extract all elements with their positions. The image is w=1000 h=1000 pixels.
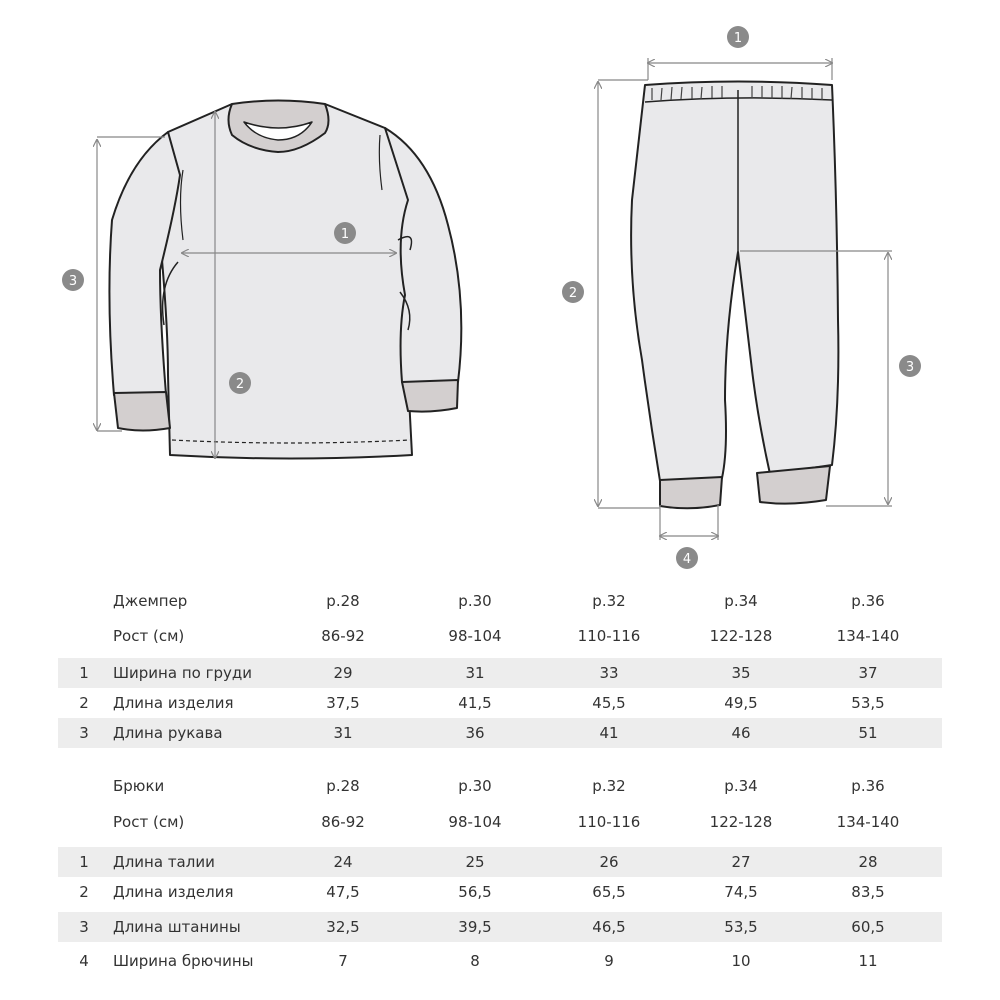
value-cell: 25 (465, 853, 485, 871)
value-cell: 83,5 (851, 883, 885, 901)
jumper-badge-sleeve-label: 3 (68, 274, 78, 289)
size-cell: р.36 (851, 777, 885, 795)
value-cell: 46 (731, 724, 751, 742)
size-cell: р.32 (592, 777, 626, 795)
height-cell: 110-116 (577, 627, 641, 645)
value-cell: 39,5 (458, 918, 492, 936)
pants-badge-leg-width (676, 547, 698, 569)
height-cell: 134-140 (836, 813, 900, 831)
pants-badge-leg-width-label: 4 (682, 552, 692, 567)
row-number: 2 (79, 883, 89, 901)
value-cell: 74,5 (724, 883, 758, 901)
value-cell: 45,5 (592, 694, 626, 712)
table-row (58, 912, 942, 942)
table-row (58, 658, 942, 688)
pants-badge-length (562, 281, 584, 303)
value-cell: 7 (338, 952, 348, 970)
value-cell: 36 (465, 724, 485, 742)
value-cell: 26 (599, 853, 619, 871)
value-cell: 31 (333, 724, 353, 742)
value-cell: 46,5 (592, 918, 626, 936)
row-number: 1 (79, 853, 89, 871)
row-label: Ширина по груди (113, 664, 252, 682)
size-cell: р.34 (724, 592, 758, 610)
height-cell: 110-116 (577, 813, 641, 831)
size-cell: р.28 (326, 777, 360, 795)
value-cell: 27 (731, 853, 751, 871)
jumper-table-title: Джемпер (113, 592, 188, 610)
value-cell: 51 (858, 724, 878, 742)
row-number: 3 (79, 724, 89, 742)
value-cell: 8 (470, 952, 480, 970)
pants-drawing (631, 82, 838, 509)
height-cell: 86-92 (321, 627, 365, 645)
value-cell: 29 (333, 664, 353, 682)
size-cell: р.34 (724, 777, 758, 795)
row-label: Длина штанины (113, 918, 241, 936)
table-row (58, 718, 942, 748)
value-cell: 41,5 (458, 694, 492, 712)
size-cell: р.28 (326, 592, 360, 610)
size-cell: р.30 (458, 592, 492, 610)
pants-badge-waist-label: 1 (733, 31, 743, 46)
value-cell: 65,5 (592, 883, 626, 901)
value-cell: 37 (858, 664, 878, 682)
value-cell: 37,5 (326, 694, 360, 712)
jumper-height-row (58, 621, 942, 651)
row-number: 2 (79, 694, 89, 712)
jumper-drawing (109, 101, 461, 459)
row-label: Ширина брючины (113, 952, 254, 970)
height-cell: 98-104 (448, 813, 502, 831)
pants-table-title: Брюки (113, 777, 165, 795)
pants-height-row (58, 807, 942, 837)
jumper-badge-length-label: 2 (235, 377, 245, 392)
value-cell: 47,5 (326, 883, 360, 901)
value-cell: 9 (604, 952, 614, 970)
height-cell: 134-140 (836, 627, 900, 645)
height-cell: 98-104 (448, 627, 502, 645)
row-label: Длина изделия (113, 694, 234, 712)
value-cell: 41 (599, 724, 619, 742)
value-cell: 11 (858, 952, 878, 970)
value-cell: 49,5 (724, 694, 758, 712)
value-cell: 60,5 (851, 918, 885, 936)
height-label: Рост (см) (113, 627, 185, 645)
jumper-badge-chest-label: 1 (340, 227, 350, 242)
jumper-badge-sleeve (62, 269, 84, 291)
value-cell: 24 (333, 853, 353, 871)
pants-badge-inseam (899, 355, 921, 377)
pants-size-header-row (58, 771, 942, 801)
value-cell: 53,5 (724, 918, 758, 936)
row-label: Длина рукава (113, 724, 223, 742)
jumper-left-cuff (114, 392, 170, 431)
jumper-badge-chest (334, 222, 356, 244)
size-cell: р.32 (592, 592, 626, 610)
pants-badge-waist (727, 26, 749, 48)
table-row (58, 688, 942, 718)
row-number: 3 (79, 918, 89, 936)
height-cell: 122-128 (709, 627, 773, 645)
value-cell: 56,5 (458, 883, 492, 901)
value-cell: 53,5 (851, 694, 885, 712)
value-cell: 35 (731, 664, 751, 682)
value-cell: 31 (465, 664, 485, 682)
jumper-size-header-row (58, 586, 942, 616)
value-cell: 28 (858, 853, 878, 871)
row-number: 4 (79, 952, 89, 970)
height-cell: 122-128 (709, 813, 773, 831)
pants-body (631, 82, 838, 482)
jumper-right-cuff (402, 380, 458, 412)
value-cell: 32,5 (326, 918, 360, 936)
pants-right-cuff (757, 466, 830, 504)
value-cell: 33 (599, 664, 619, 682)
row-label: Длина талии (113, 853, 215, 871)
pants-badge-inseam-label: 3 (905, 360, 915, 375)
jumper-body (157, 104, 412, 459)
row-number: 1 (79, 664, 89, 682)
table-row (58, 946, 942, 976)
table-row (58, 877, 942, 907)
size-cell: р.36 (851, 592, 885, 610)
pants-left-cuff (660, 477, 722, 508)
height-cell: 86-92 (321, 813, 365, 831)
value-cell: 10 (731, 952, 751, 970)
jumper-badge-length (229, 372, 251, 394)
table-row (58, 847, 942, 877)
size-cell: р.30 (458, 777, 492, 795)
pants-badge-length-label: 2 (568, 286, 578, 301)
row-label: Длина изделия (113, 883, 234, 901)
height-label: Рост (см) (113, 813, 185, 831)
